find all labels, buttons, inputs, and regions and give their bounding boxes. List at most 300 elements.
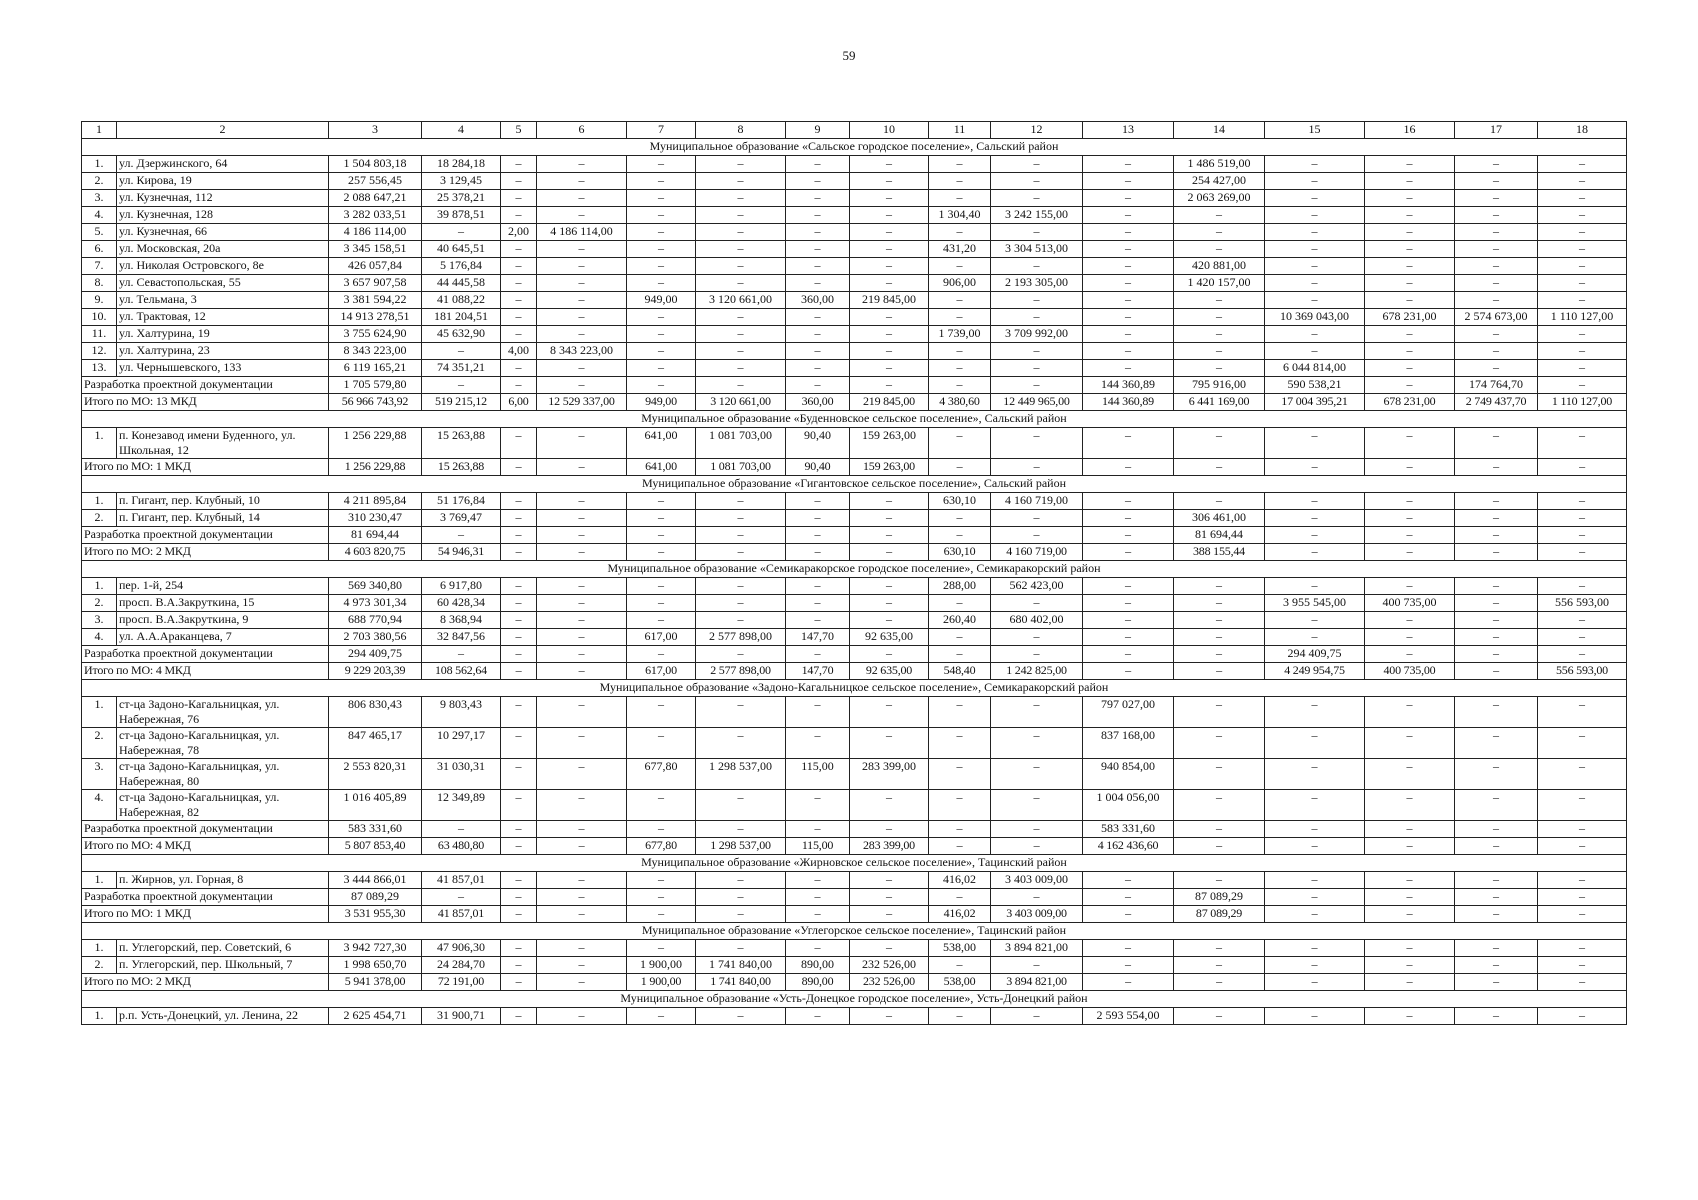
value-cell: –	[1538, 343, 1627, 360]
value-cell: –	[1365, 629, 1455, 646]
value-cell: –	[537, 578, 627, 595]
address-cell: п. Жирнов, ул. Горная, 8	[117, 872, 329, 889]
value-cell: –	[422, 821, 501, 838]
address-cell: ул. Московская, 20а	[117, 241, 329, 258]
row-number: 2.	[82, 595, 117, 612]
value-cell: –	[501, 173, 537, 190]
section-title: Муниципальное образование «Сальское городское поселение», Сальский район	[82, 139, 1627, 156]
table-row	[82, 343, 1627, 360]
value-cell: 63 480,80	[422, 838, 501, 855]
value-cell: –	[929, 821, 991, 838]
value-cell: –	[1538, 578, 1627, 595]
value-cell: –	[1174, 940, 1265, 957]
value-cell: 12 349,89	[422, 790, 501, 821]
value-cell: –	[991, 156, 1083, 173]
value-cell: –	[537, 309, 627, 326]
value-cell: –	[1365, 493, 1455, 510]
value-cell: –	[696, 190, 786, 207]
value-cell: 10 369 043,00	[1265, 309, 1365, 326]
value-cell: –	[1455, 595, 1538, 612]
value-cell: 45 632,90	[422, 326, 501, 343]
value-cell: 680 402,00	[991, 612, 1083, 629]
address-cell: ул. Халтурина, 23	[117, 343, 329, 360]
value-cell: 115,00	[786, 759, 850, 790]
value-cell: 12 529 337,00	[537, 394, 627, 411]
value-cell: 144 360,89	[1083, 394, 1174, 411]
value-cell: –	[929, 343, 991, 360]
value-cell: 1 705 579,80	[329, 377, 422, 394]
value-cell: –	[786, 258, 850, 275]
value-cell: –	[537, 190, 627, 207]
value-cell: 81 694,44	[1174, 527, 1265, 544]
value-cell: 548,40	[929, 663, 991, 680]
value-cell: –	[501, 974, 537, 991]
value-cell: –	[501, 275, 537, 292]
value-cell: 1 256 229,88	[329, 459, 422, 476]
value-cell: 56 966 743,92	[329, 394, 422, 411]
value-cell: 5 941 378,00	[329, 974, 422, 991]
value-cell: 41 857,01	[422, 906, 501, 923]
value-cell: –	[1083, 646, 1174, 663]
value-cell: 3 403 009,00	[991, 906, 1083, 923]
value-cell: –	[786, 224, 850, 241]
column-number-cell: 15	[1265, 122, 1365, 139]
value-cell: 87 089,29	[329, 889, 422, 906]
value-cell: 949,00	[627, 292, 696, 309]
value-cell: –	[1265, 629, 1365, 646]
value-cell: –	[1365, 906, 1455, 923]
value-cell: –	[1455, 957, 1538, 974]
value-cell: –	[1365, 360, 1455, 377]
value-cell: –	[537, 207, 627, 224]
row-number: 10.	[82, 309, 117, 326]
value-cell: –	[537, 663, 627, 680]
value-cell: 1 486 519,00	[1174, 156, 1265, 173]
value-cell: –	[786, 697, 850, 728]
value-cell: –	[1174, 612, 1265, 629]
total-label: Итого по МО: 4 МКД	[82, 838, 329, 855]
column-number-cell: 11	[929, 122, 991, 139]
value-cell: –	[1455, 275, 1538, 292]
section-title: Муниципальное образование «Гигантовское сельское поселение», Сальский район	[82, 476, 1627, 493]
table-row	[82, 759, 1627, 790]
value-cell: –	[501, 646, 537, 663]
capital-repair-table	[81, 121, 1627, 1025]
value-cell: 2 625 454,71	[329, 1008, 422, 1025]
value-cell: 590 538,21	[1265, 377, 1365, 394]
value-cell: –	[627, 578, 696, 595]
value-cell: 294 409,75	[329, 646, 422, 663]
design-docs-row	[82, 377, 1627, 394]
value-cell: –	[929, 190, 991, 207]
row-number: 6.	[82, 241, 117, 258]
value-cell: –	[991, 595, 1083, 612]
value-cell: 1 004 056,00	[1083, 790, 1174, 821]
row-number: 4.	[82, 629, 117, 646]
value-cell: –	[786, 275, 850, 292]
value-cell: 1 256 229,88	[329, 428, 422, 459]
value-cell: –	[1455, 940, 1538, 957]
value-cell: –	[1174, 241, 1265, 258]
address-cell: просп. В.А.Закруткина, 9	[117, 612, 329, 629]
value-cell: –	[1083, 889, 1174, 906]
value-cell: 14 913 278,51	[329, 309, 422, 326]
total-label: Итого по МО: 1 МКД	[82, 459, 329, 476]
value-cell: –	[1265, 275, 1365, 292]
value-cell: 31 900,71	[422, 1008, 501, 1025]
value-cell: –	[1265, 173, 1365, 190]
row-number: 7.	[82, 258, 117, 275]
value-cell: 310 230,47	[329, 510, 422, 527]
value-cell: 81 694,44	[329, 527, 422, 544]
value-cell: –	[422, 377, 501, 394]
value-cell: –	[696, 326, 786, 343]
value-cell: –	[991, 377, 1083, 394]
row-number: 1.	[82, 428, 117, 459]
value-cell: –	[1083, 207, 1174, 224]
value-cell: –	[1538, 275, 1627, 292]
value-cell: –	[786, 326, 850, 343]
value-cell: –	[501, 578, 537, 595]
value-cell: –	[1365, 173, 1455, 190]
value-cell: –	[537, 377, 627, 394]
value-cell: 797 027,00	[1083, 697, 1174, 728]
total-row	[82, 544, 1627, 561]
value-cell: –	[501, 258, 537, 275]
section-title: Муниципальное образование «Углегорское сельское поселение», Тацинский район	[82, 923, 1627, 940]
value-cell: 6 044 814,00	[1265, 360, 1365, 377]
value-cell: –	[1455, 224, 1538, 241]
table-row	[82, 241, 1627, 258]
value-cell: –	[1083, 224, 1174, 241]
value-cell: –	[501, 612, 537, 629]
table-body	[82, 122, 1627, 1025]
row-number: 2.	[82, 728, 117, 759]
value-cell: 24 284,70	[422, 957, 501, 974]
value-cell: –	[1455, 790, 1538, 821]
value-cell: –	[1265, 940, 1365, 957]
value-cell: –	[1455, 889, 1538, 906]
value-cell: 254 427,00	[1174, 173, 1265, 190]
value-cell: –	[1365, 544, 1455, 561]
value-cell: –	[929, 527, 991, 544]
value-cell: –	[1365, 957, 1455, 974]
value-cell: –	[1538, 428, 1627, 459]
value-cell: –	[1083, 906, 1174, 923]
value-cell: 2 577 898,00	[696, 663, 786, 680]
value-cell: –	[501, 957, 537, 974]
value-cell: –	[1538, 629, 1627, 646]
value-cell: –	[696, 527, 786, 544]
value-cell: –	[696, 343, 786, 360]
value-cell: –	[929, 258, 991, 275]
value-cell: –	[991, 1008, 1083, 1025]
value-cell: –	[1265, 326, 1365, 343]
value-cell: –	[1365, 974, 1455, 991]
value-cell: 1 242 825,00	[991, 663, 1083, 680]
value-cell: –	[501, 292, 537, 309]
value-cell: 159 263,00	[850, 459, 929, 476]
table-row	[82, 224, 1627, 241]
value-cell: –	[929, 173, 991, 190]
value-cell: –	[850, 728, 929, 759]
value-cell: –	[537, 728, 627, 759]
value-cell: 795 916,00	[1174, 377, 1265, 394]
value-cell: 556 593,00	[1538, 663, 1627, 680]
row-number: 2.	[82, 957, 117, 974]
value-cell: –	[501, 326, 537, 343]
value-cell: 1 110 127,00	[1538, 309, 1627, 326]
row-number: 4.	[82, 790, 117, 821]
value-cell: –	[1455, 326, 1538, 343]
value-cell: 1 304,40	[929, 207, 991, 224]
row-number: 3.	[82, 612, 117, 629]
design-docs-row	[82, 646, 1627, 663]
value-cell: –	[501, 790, 537, 821]
value-cell: –	[627, 612, 696, 629]
value-cell: 2 749 437,70	[1455, 394, 1538, 411]
value-cell: –	[786, 940, 850, 957]
row-number: 1.	[82, 493, 117, 510]
column-number-cell: 14	[1174, 122, 1265, 139]
value-cell: –	[991, 459, 1083, 476]
value-cell: –	[1265, 510, 1365, 527]
value-cell: 4,00	[501, 343, 537, 360]
address-cell: ст-ца Задоно-Кагальницкая, ул. Набережная, 78	[117, 728, 329, 759]
value-cell: –	[537, 612, 627, 629]
value-cell: –	[1365, 838, 1455, 855]
value-cell: –	[991, 173, 1083, 190]
value-cell: 3 304 513,00	[991, 241, 1083, 258]
value-cell: –	[1455, 646, 1538, 663]
value-cell: –	[991, 821, 1083, 838]
value-cell: 630,10	[929, 544, 991, 561]
table-row	[82, 510, 1627, 527]
value-cell: 2 088 647,21	[329, 190, 422, 207]
address-cell: ул. А.А.Араканцева, 7	[117, 629, 329, 646]
value-cell: –	[1365, 510, 1455, 527]
value-cell: –	[627, 156, 696, 173]
value-cell: –	[1265, 821, 1365, 838]
value-cell: 1 081 703,00	[696, 459, 786, 476]
value-cell: –	[501, 156, 537, 173]
value-cell: –	[1538, 821, 1627, 838]
value-cell: –	[537, 292, 627, 309]
value-cell: –	[537, 527, 627, 544]
value-cell: 2 574 673,00	[1455, 309, 1538, 326]
address-cell: п. Углегорский, пер. Школьный, 7	[117, 957, 329, 974]
value-cell: 6,00	[501, 394, 537, 411]
value-cell: –	[850, 224, 929, 241]
value-cell: 1 739,00	[929, 326, 991, 343]
table-row	[82, 1008, 1627, 1025]
value-cell: –	[422, 527, 501, 544]
total-row	[82, 394, 1627, 411]
value-cell: –	[1083, 493, 1174, 510]
value-cell: 569 340,80	[329, 578, 422, 595]
value-cell: –	[1365, 790, 1455, 821]
value-cell: 641,00	[627, 428, 696, 459]
value-cell: –	[627, 190, 696, 207]
value-cell: 219 845,00	[850, 394, 929, 411]
value-cell: –	[850, 241, 929, 258]
table-row	[82, 790, 1627, 821]
value-cell: –	[501, 459, 537, 476]
value-cell: –	[1265, 872, 1365, 889]
value-cell: –	[1265, 906, 1365, 923]
value-cell: –	[696, 544, 786, 561]
value-cell: –	[929, 629, 991, 646]
value-cell: 906,00	[929, 275, 991, 292]
value-cell: 940 854,00	[1083, 759, 1174, 790]
column-number-cell: 4	[422, 122, 501, 139]
value-cell: 556 593,00	[1538, 595, 1627, 612]
value-cell: 360,00	[786, 394, 850, 411]
value-cell: –	[1083, 578, 1174, 595]
value-cell: –	[929, 790, 991, 821]
value-cell: 3 894 821,00	[991, 940, 1083, 957]
value-cell: –	[501, 544, 537, 561]
value-cell: 1 900,00	[627, 974, 696, 991]
value-cell: –	[1174, 759, 1265, 790]
design-docs-row	[82, 889, 1627, 906]
value-cell: –	[537, 510, 627, 527]
address-cell: ст-ца Задоно-Кагальницкая, ул. Набережная, 76	[117, 697, 329, 728]
value-cell: –	[1455, 241, 1538, 258]
value-cell: 4 603 820,75	[329, 544, 422, 561]
value-cell: –	[991, 697, 1083, 728]
value-cell: 562 423,00	[991, 578, 1083, 595]
row-number: 12.	[82, 343, 117, 360]
value-cell: –	[627, 377, 696, 394]
value-cell: –	[850, 612, 929, 629]
value-cell: 294 409,75	[1265, 646, 1365, 663]
value-cell: –	[850, 207, 929, 224]
value-cell: –	[627, 940, 696, 957]
value-cell: 12 449 965,00	[991, 394, 1083, 411]
value-cell: –	[1083, 275, 1174, 292]
value-cell: 3 403 009,00	[991, 872, 1083, 889]
value-cell: –	[696, 728, 786, 759]
value-cell: –	[929, 759, 991, 790]
value-cell: 3 942 727,30	[329, 940, 422, 957]
value-cell: 306 461,00	[1174, 510, 1265, 527]
value-cell: –	[1365, 224, 1455, 241]
value-cell: –	[1538, 459, 1627, 476]
value-cell: –	[850, 173, 929, 190]
value-cell: –	[929, 292, 991, 309]
value-cell: –	[1538, 510, 1627, 527]
value-cell: 617,00	[627, 663, 696, 680]
address-cell: ул. Чернышевского, 133	[117, 360, 329, 377]
value-cell: 3 345 158,51	[329, 241, 422, 258]
value-cell: –	[991, 629, 1083, 646]
value-cell: –	[1265, 190, 1365, 207]
value-cell: –	[696, 510, 786, 527]
value-cell: 3 531 955,30	[329, 906, 422, 923]
value-cell: –	[1538, 612, 1627, 629]
value-cell: –	[1455, 1008, 1538, 1025]
value-cell: –	[1174, 663, 1265, 680]
value-cell: –	[537, 1008, 627, 1025]
value-cell: –	[627, 728, 696, 759]
value-cell: 115,00	[786, 838, 850, 855]
value-cell: –	[627, 275, 696, 292]
value-cell: –	[786, 207, 850, 224]
value-cell: 400 735,00	[1365, 663, 1455, 680]
value-cell: –	[537, 275, 627, 292]
value-cell: –	[991, 309, 1083, 326]
value-cell: 2 703 380,56	[329, 629, 422, 646]
value-cell: –	[1365, 292, 1455, 309]
value-cell: 47 906,30	[422, 940, 501, 957]
value-cell: 9 229 203,39	[329, 663, 422, 680]
value-cell: –	[1538, 957, 1627, 974]
value-cell: 10 297,17	[422, 728, 501, 759]
value-cell: 6 119 165,21	[329, 360, 422, 377]
value-cell: –	[537, 646, 627, 663]
value-cell: –	[627, 493, 696, 510]
value-cell: –	[501, 663, 537, 680]
value-cell: –	[1265, 258, 1365, 275]
value-cell: 4 249 954,75	[1265, 663, 1365, 680]
value-cell: 3 894 821,00	[991, 974, 1083, 991]
value-cell: –	[537, 906, 627, 923]
address-cell: ул. Севастопольская, 55	[117, 275, 329, 292]
value-cell: –	[929, 838, 991, 855]
value-cell: 641,00	[627, 459, 696, 476]
value-cell: 4 160 719,00	[991, 493, 1083, 510]
value-cell: 1 504 803,18	[329, 156, 422, 173]
value-cell: –	[1083, 974, 1174, 991]
value-cell: –	[422, 646, 501, 663]
value-cell: –	[1538, 889, 1627, 906]
value-cell: –	[1174, 728, 1265, 759]
value-cell: –	[850, 595, 929, 612]
section-title-row	[82, 139, 1627, 156]
value-cell: 538,00	[929, 974, 991, 991]
value-cell: –	[1538, 377, 1627, 394]
value-cell: –	[786, 612, 850, 629]
value-cell: 87 089,29	[1174, 889, 1265, 906]
column-number-cell: 17	[1455, 122, 1538, 139]
value-cell: 688 770,94	[329, 612, 422, 629]
value-cell: 147,70	[786, 663, 850, 680]
table-row	[82, 612, 1627, 629]
value-cell: –	[1083, 326, 1174, 343]
value-cell: –	[929, 224, 991, 241]
value-cell: 3 120 661,00	[696, 394, 786, 411]
value-cell: –	[1083, 544, 1174, 561]
value-cell: –	[1538, 697, 1627, 728]
value-cell: –	[1174, 224, 1265, 241]
value-cell: –	[1265, 527, 1365, 544]
value-cell: 232 526,00	[850, 974, 929, 991]
value-cell: –	[991, 224, 1083, 241]
value-cell: –	[696, 940, 786, 957]
value-cell: –	[537, 697, 627, 728]
value-cell: 40 645,51	[422, 241, 501, 258]
design-docs-row	[82, 527, 1627, 544]
value-cell: –	[1455, 578, 1538, 595]
value-cell: 2,00	[501, 224, 537, 241]
value-cell: –	[1365, 612, 1455, 629]
value-cell: –	[1174, 1008, 1265, 1025]
value-cell: –	[1538, 728, 1627, 759]
value-cell: –	[1455, 459, 1538, 476]
value-cell: –	[929, 428, 991, 459]
value-cell: –	[1455, 190, 1538, 207]
